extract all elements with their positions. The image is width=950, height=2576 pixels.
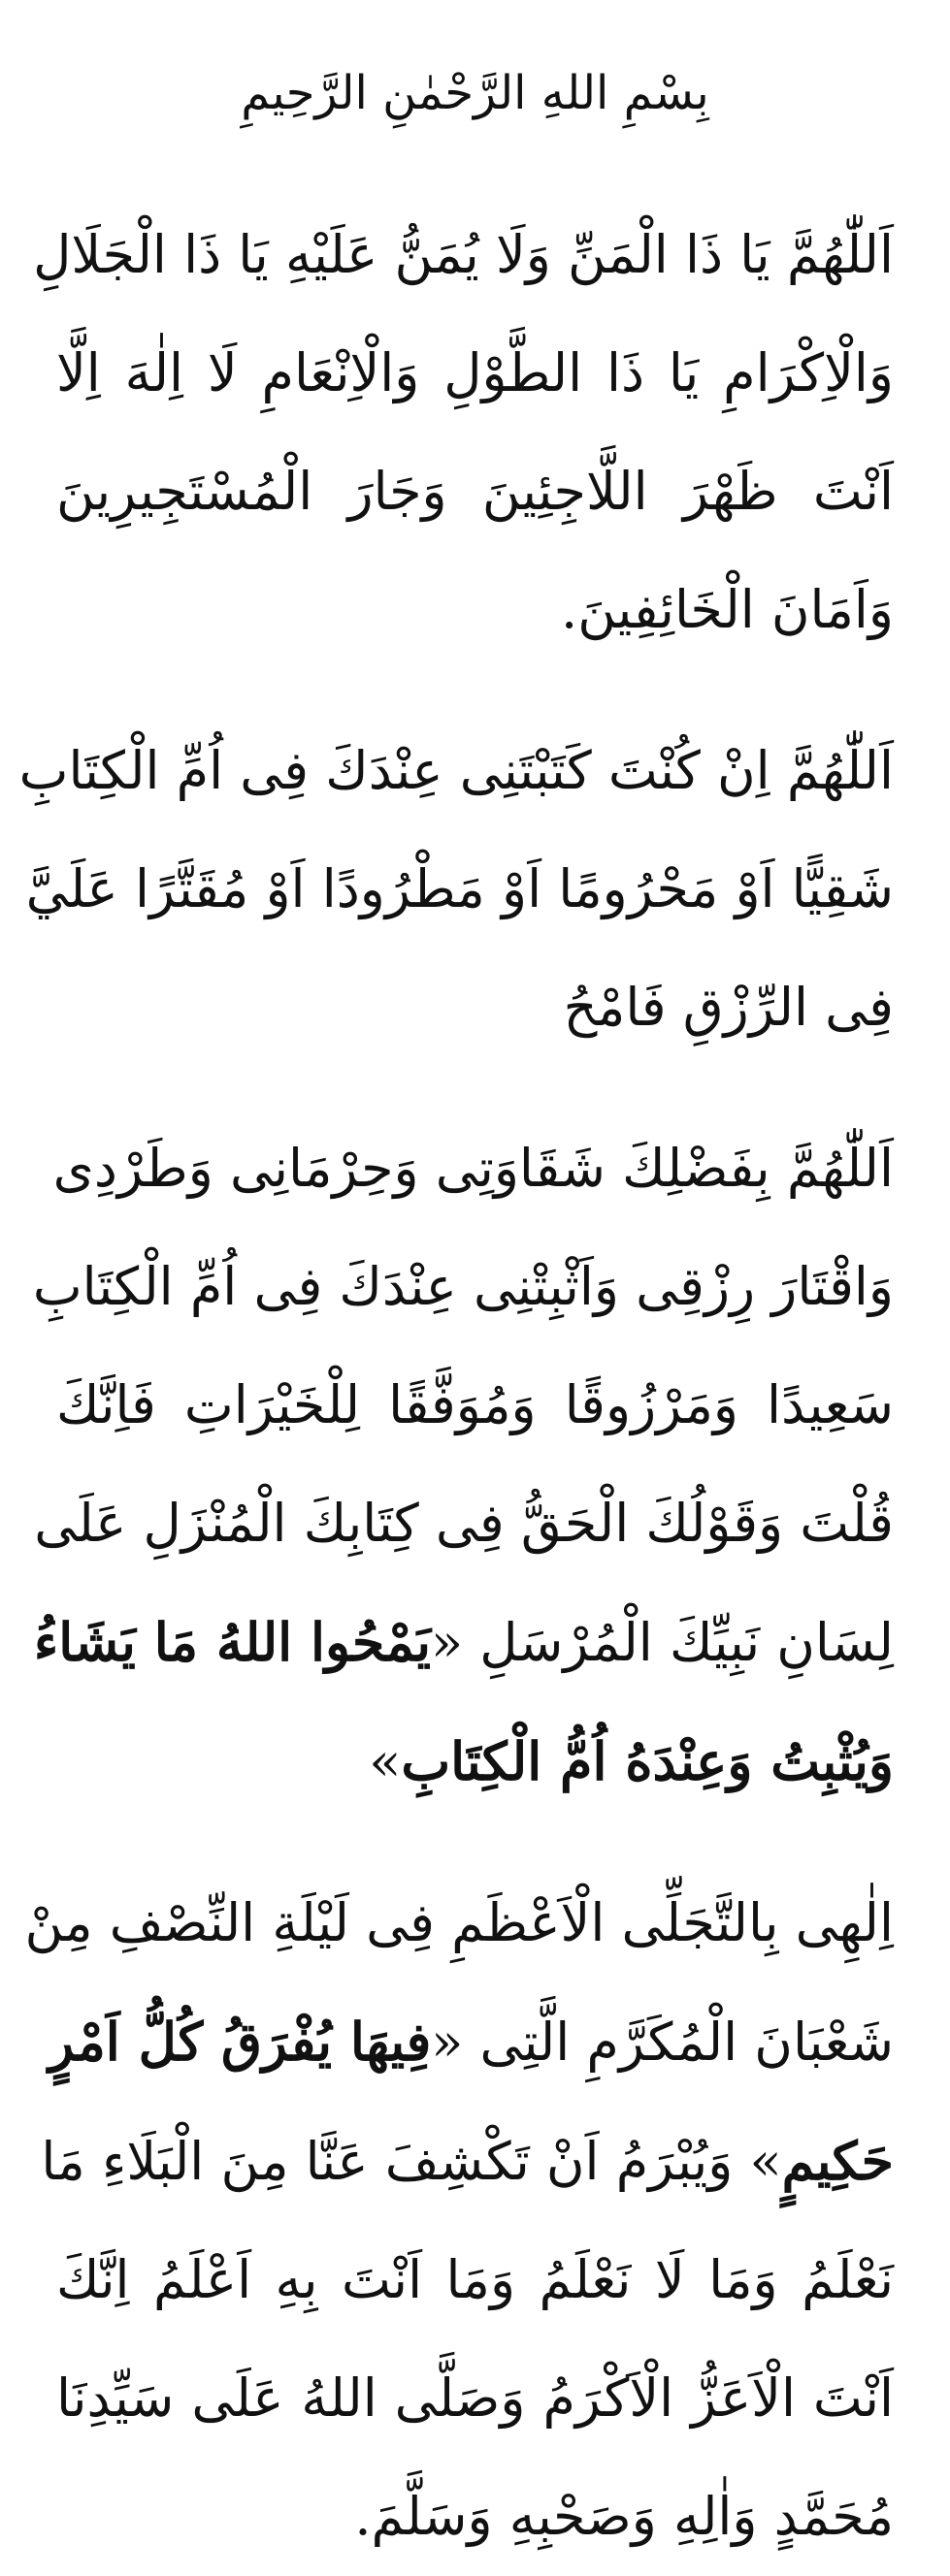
text-line: اَللّٰهُمَّ اِنْ كُنْتَ كَتَبْتَنِى عِنْدَكَ فِى اُمِّ الْكِتَابِ (18, 740, 894, 801)
text-line: اَللّٰهُمَّ يَا ذَا الْمَنِّ وَلَا يُمَنُّ عَلَيْهِ يَا ذَا الْجَلَالِ (33, 224, 894, 285)
text-line: وَاَمَانَ الْخَائِفِينَ. (561, 579, 894, 640)
text-line: اَنْتَ ظَهْرَ اللَّاجِئِينَ وَجَارَ الْمُسْتَجِيرِينَ (56, 461, 894, 522)
prayer-paragraph-2 (18, 712, 894, 1067)
text-line (56, 1702, 894, 1821)
quran-quote-bold: يَمْحُوا اللهُ مَا يَشَاءُ (33, 1611, 431, 1673)
plain-text: لِسَانِ نَبِيِّكَ الْمُرْسَلِ « (430, 1612, 894, 1673)
text-line (33, 1583, 894, 1702)
text-line: اَللّٰهُمَّ بِفَضْلِكَ شَقَاوَتِى وَحِرْمَانِى وَطَرْدِى (52, 1138, 894, 1199)
text-line: اَنْتَ الْاَعَزُّ الْاَكْرَمُ وَصَلَّى اللهُ عَلَى سَيِّدِنَا (56, 2367, 894, 2429)
basmala-heading: بِسْمِ اللهِ الرَّحْمٰنِ الرَّحِيمِ (241, 66, 709, 120)
text-line (41, 2102, 894, 2221)
quran-quote-bold: فِيهَا يُفْرَقُ كُلُّ اَمْرٍ (49, 2011, 432, 2073)
plain-text: شَعْبَانَ الْمُكَرَّمِ الَّتِى « (431, 2012, 894, 2073)
text-line: نَعْلَمُ وَمَا لَا نَعْلَمُ وَمَا اَنْتَ بِهِ اَعْلَمُ اِنَّكَ (56, 2249, 894, 2310)
text-line: وَاقْتَارَ رِزْقِى وَاَثْبِتْنِى عِنْدَكَ فِى اُمِّ الْكِتَابِ (32, 1256, 894, 1317)
text-line: شَقِيًّا اَوْ مَحْرُومًا اَوْ مَطْرُودًا اَوْ مُقَتَّرًا عَلَيَّ (25, 858, 894, 919)
text-line: سَعِيدًا وَمَرْزُوقًا وَمُوَفَّقًا لِلْخَيْرَاتِ فَاِنَّكَ (56, 1374, 894, 1435)
plain-text: » وَيُبْرَمُ اَنْ تَكْشِفَ عَنَّا مِنَ الْبَلَاءِ مَا (41, 2131, 782, 2192)
text-line: اِلٰهِى بِالتَّجَلِّى الْاَعْظَمِ فِى لَيْلَةِ النِّصْفِ مِنْ (24, 1892, 894, 1953)
quran-quote-bold: وَيُثْبِتُ وَعِنْدَهُ اُمُّ الْكِتَابِ (401, 1730, 894, 1792)
prayer-paragraph-3 (32, 1110, 894, 1821)
text-line: فِى الرِّزْقِ فَامْحُ (563, 977, 894, 1038)
text-line: قُلْتَ وَقَوْلُكَ الْحَقُّ فِى كِتَابِكَ الْمُنْزَلِ عَلَى (34, 1493, 894, 1554)
quran-quote-bold: حَكِيمٍ (781, 2130, 894, 2192)
text-line: مُحَمَّدٍ وَاٰلِهِ وَصَحْبِهِ وَسَلَّمَ. (354, 2486, 894, 2547)
prayer-paragraph-1 (33, 196, 894, 669)
quote-close: » (369, 1731, 402, 1792)
text-line: وَالْاِكْرَامِ يَا ذَا الطَّوْلِ وَالْاِنْعَامِ لَا اِلٰهَ اِلَّا (56, 342, 894, 403)
text-line (49, 1982, 894, 2102)
prayer-paragraph-4 (24, 1864, 894, 2576)
